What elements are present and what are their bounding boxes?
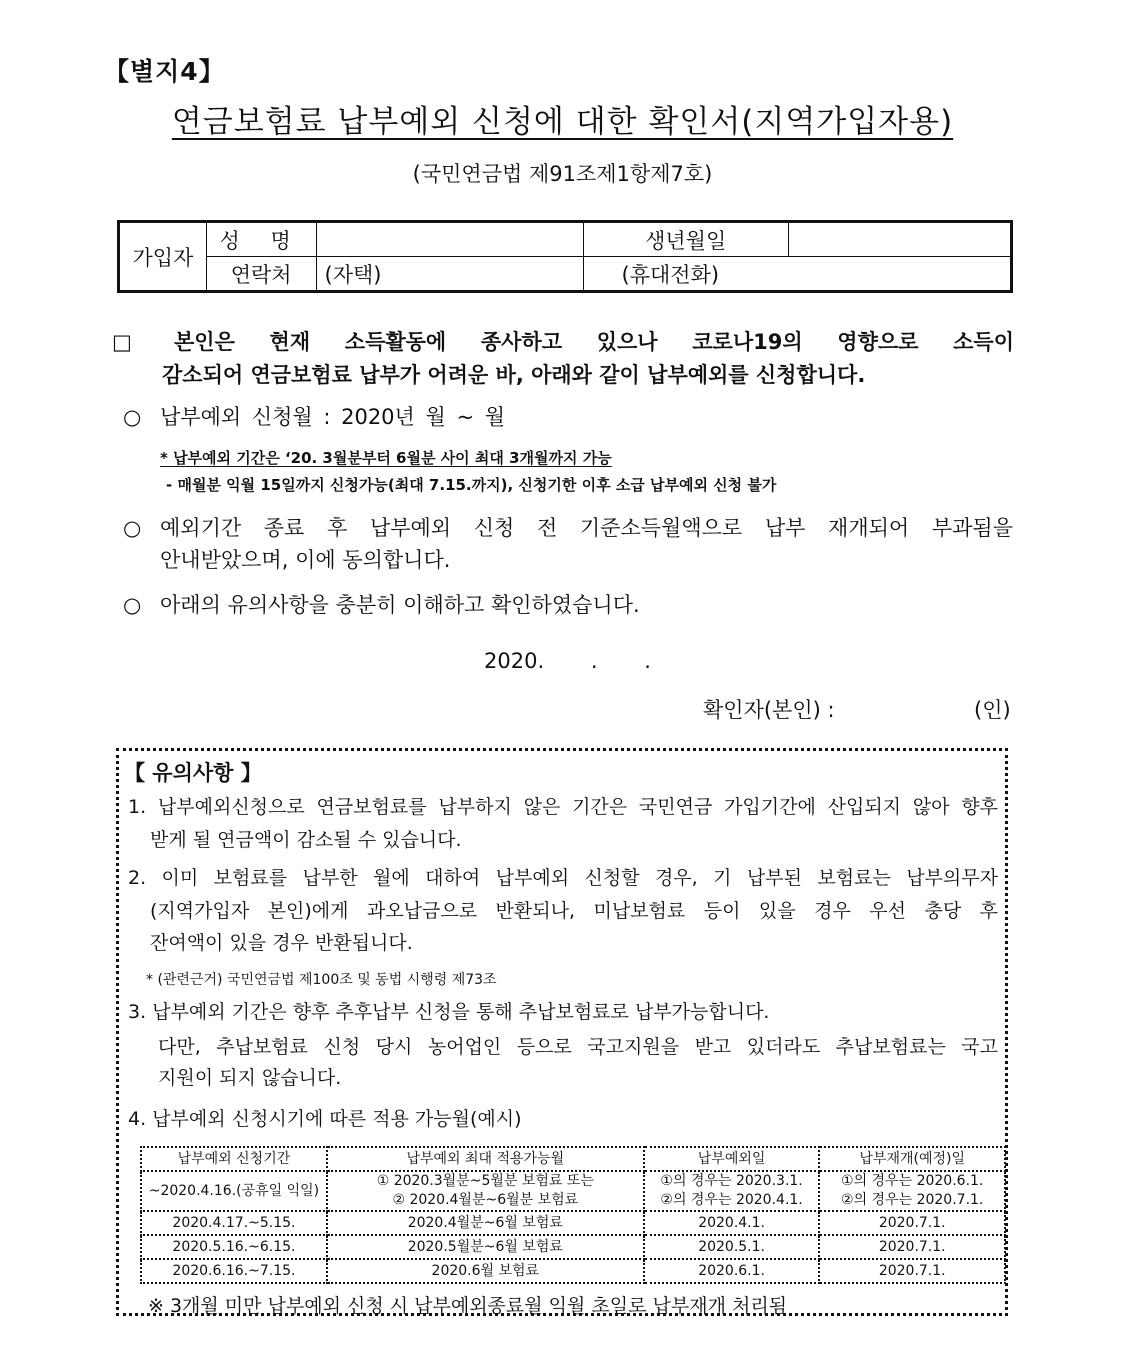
row4-period: 2020.6.16.~7.15. bbox=[141, 1259, 327, 1283]
row1-months bbox=[327, 1171, 644, 1211]
confirmer-label: 확인자(본인) : bbox=[703, 698, 835, 722]
row1-period: ~2020.4.16.(공휴일 익일) bbox=[141, 1171, 327, 1211]
agree2-bullet: ○ bbox=[123, 593, 142, 617]
declaration-line-1: 본인은 현재 소득활동에 종사하고 있으나 코로나19의 영향으로 소득이 bbox=[174, 330, 1014, 354]
row1-months-line-2: ② 2020.4월분~6월분 보험료 bbox=[392, 1192, 579, 1208]
period-item: 납부예외 신청월 : 2020년 월 ~ 월 bbox=[160, 405, 506, 429]
period-note-a bbox=[160, 447, 612, 468]
law-reference: (국민연금법 제91조제1항제7호) bbox=[412, 162, 713, 186]
row4-exempt: 2020.6.1. bbox=[644, 1259, 820, 1283]
agree1-bullet: ○ bbox=[123, 516, 142, 540]
notice-1-line-1: 1. 납부예외신청으로 연금보험료를 납부하지 않은 기간은 국민연금 가입기간에 산입되지 않아 향후 bbox=[128, 796, 998, 818]
example-row bbox=[141, 1235, 1005, 1259]
row2-period: 2020.4.17.~5.15. bbox=[141, 1211, 327, 1235]
example-table bbox=[140, 1146, 1006, 1284]
header-months: 납부예외 최대 적용가능월 bbox=[327, 1147, 644, 1171]
notice-2-line-1: 2. 이미 보험료를 납부한 월에 대하여 납부예외 신청할 경우, 기 납부된 보험료는 납부의무자 bbox=[128, 867, 998, 889]
example-row bbox=[141, 1211, 1005, 1235]
notice-3-line-1: 3. 납부예외 기간은 향후 추후납부 신청을 통해 추납보험료로 납부가능합니다. bbox=[128, 1001, 770, 1023]
birth-label: 생년월일 bbox=[583, 222, 788, 257]
notice-3-line-3: 지원이 되지 않습니다. bbox=[158, 1067, 342, 1089]
agree2-line: 아래의 유의사항을 충분히 이해하고 확인하였습니다. bbox=[160, 593, 640, 617]
row3-resume: 2020.7.1. bbox=[819, 1235, 1005, 1259]
name-label: 성 명 bbox=[206, 222, 316, 257]
notice-3-line-2: 다만, 추납보험료 신청 당시 농어업인 등으로 국고지원을 받고 있더라도 추납보험료는 국고 bbox=[158, 1036, 998, 1058]
declaration-checkbox[interactable]: □ bbox=[112, 330, 132, 354]
declaration-line-2: 감소되어 연금보험료 납부가 어려운 바, 아래와 같이 납부예외를 신청합니다. bbox=[162, 363, 866, 387]
group-label: 가입자 bbox=[119, 222, 207, 292]
header-resume-date: 납부재개(예정)일 bbox=[819, 1147, 1005, 1171]
agree1-line-2: 안내받았으며, 이에 동의합니다. bbox=[160, 548, 451, 572]
row3-months: 2020.5월분~6월 보험료 bbox=[327, 1235, 644, 1259]
row2-exempt: 2020.4.1. bbox=[644, 1211, 820, 1235]
notice-2-reference: * (관련근거) 국민연금법 제100조 및 동법 시행령 제73조 bbox=[146, 972, 497, 988]
row1-resume bbox=[819, 1171, 1005, 1211]
example-row bbox=[141, 1259, 1005, 1283]
document-title bbox=[0, 96, 1125, 141]
row1-exempt-line-2: ②의 경우는 2020.4.1. bbox=[660, 1192, 803, 1208]
title-text: 연금보험료 납부예외 신청에 대한 확인서(지역가입자용) bbox=[171, 104, 954, 140]
header-period: 납부예외 신청기간 bbox=[141, 1147, 327, 1171]
mobile-phone-field[interactable] bbox=[583, 257, 1011, 292]
notice-1-line-2: 받게 될 연금액이 감소될 수 있습니다. bbox=[150, 829, 462, 851]
notice-2-line-2: (지역가입자 본인)에게 과오납금으로 반환되나, 미납보험료 등이 있을 경우 우선 충당 후 bbox=[150, 900, 998, 922]
row2-resume: 2020.7.1. bbox=[819, 1211, 1005, 1235]
period-note-a-text: * 납부예외 기간은 ‘20. 3월분부터 6월분 사이 최대 3개월까지 가능 bbox=[160, 449, 612, 467]
row1-resume-line-2: ②의 경우는 2020.7.1. bbox=[841, 1192, 984, 1208]
row1-exempt-line-1: ①의 경우는 2020.3.1. bbox=[660, 1173, 803, 1189]
row3-period: 2020.5.16.~6.15. bbox=[141, 1235, 327, 1259]
date-line: 2020. . . bbox=[484, 649, 651, 673]
row2-months: 2020.4월분~6월 보험료 bbox=[327, 1211, 644, 1235]
notice-2-line-3: 잔여액이 있을 경우 반환됩니다. bbox=[150, 932, 413, 954]
period-bullet: ○ bbox=[123, 405, 142, 429]
notice-4: 4. 납부예외 신청시기에 따른 적용 가능월(예시) bbox=[128, 1108, 522, 1130]
period-note-b: - 매월분 익월 15일까지 신청가능(최대 7.15.까지), 신청기한 이후 소급 납부예외 신청 불가 bbox=[166, 476, 777, 494]
notice-heading: 【 유의사항 】 bbox=[124, 761, 262, 785]
home-phone-field[interactable] bbox=[316, 257, 583, 292]
row1-resume-line-1: ①의 경우는 2020.6.1. bbox=[841, 1173, 984, 1189]
row3-exempt: 2020.5.1. bbox=[644, 1235, 820, 1259]
row1-months-line-1: ① 2020.3월분~5월분 보험료 또는 bbox=[376, 1173, 594, 1189]
applicant-info-table bbox=[117, 220, 1013, 293]
seal-mark: (인) bbox=[974, 698, 1011, 722]
notice-footnote: ※ 3개월 미만 납부예외 신청 시 납부예외종료월 익월 초일로 납부재개 처리됨 bbox=[148, 1295, 788, 1317]
birth-field[interactable] bbox=[788, 222, 1011, 257]
header-exempt-date: 납부예외일 bbox=[644, 1147, 820, 1171]
example-row bbox=[141, 1171, 1005, 1211]
contact-label: 연락처 bbox=[206, 257, 316, 292]
row1-exempt bbox=[644, 1171, 820, 1211]
mobile-phone-label: (휴대전화) bbox=[621, 262, 720, 287]
example-header-row bbox=[141, 1147, 1005, 1171]
agree1-line-1: 예외기간 종료 후 납부예외 신청 전 기준소득월액으로 납부 재개되어 부과됨을 bbox=[160, 516, 1013, 540]
row4-months: 2020.6월 보험료 bbox=[327, 1259, 644, 1283]
home-phone-label: (자택) bbox=[324, 262, 382, 287]
annex-label: 【별지4】 bbox=[104, 57, 225, 86]
name-field[interactable] bbox=[316, 222, 583, 257]
row4-resume: 2020.7.1. bbox=[819, 1259, 1005, 1283]
